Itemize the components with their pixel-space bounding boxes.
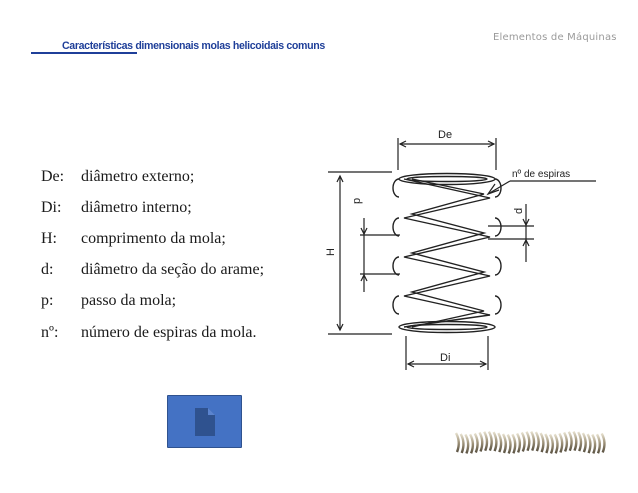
- slide-title: Características dimensionais molas helicoidais comuns: [62, 40, 325, 52]
- label-p: p: [351, 197, 363, 204]
- definition-item: [41, 223, 264, 254]
- definition-item: [41, 255, 264, 286]
- course-title: Elementos de Máquinas: [493, 32, 617, 43]
- definition-text: diâmetro interno;: [81, 198, 192, 216]
- definition-term: p:: [41, 292, 54, 310]
- definition-item: [41, 317, 264, 348]
- definition-item: [41, 286, 264, 317]
- definitions-list: [41, 161, 264, 348]
- spring-photo: [452, 422, 612, 462]
- definition-term: nº:: [41, 323, 59, 341]
- label-d: d: [513, 207, 525, 214]
- definition-text: passo da mola;: [81, 292, 177, 310]
- definition-item: [41, 161, 264, 192]
- label-di: Di: [440, 352, 451, 364]
- definition-item: [41, 192, 264, 223]
- definition-term: De:: [41, 167, 65, 185]
- label-de: De: [438, 129, 453, 141]
- document-icon: [193, 407, 217, 437]
- title-underline: [31, 52, 137, 54]
- definition-text: diâmetro externo;: [81, 167, 195, 185]
- spring-diagram: [320, 124, 610, 374]
- label-h: H: [325, 248, 337, 256]
- definition-term: H:: [41, 229, 57, 247]
- document-button[interactable]: [167, 395, 242, 448]
- definition-term: Di:: [41, 198, 62, 216]
- definition-text: diâmetro da seção do arame;: [81, 261, 265, 279]
- label-espiras: nº de espiras: [512, 169, 571, 180]
- definition-term: d:: [41, 261, 54, 279]
- definition-text: número de espiras da mola.: [81, 323, 257, 341]
- definition-text: comprimento da mola;: [81, 229, 226, 247]
